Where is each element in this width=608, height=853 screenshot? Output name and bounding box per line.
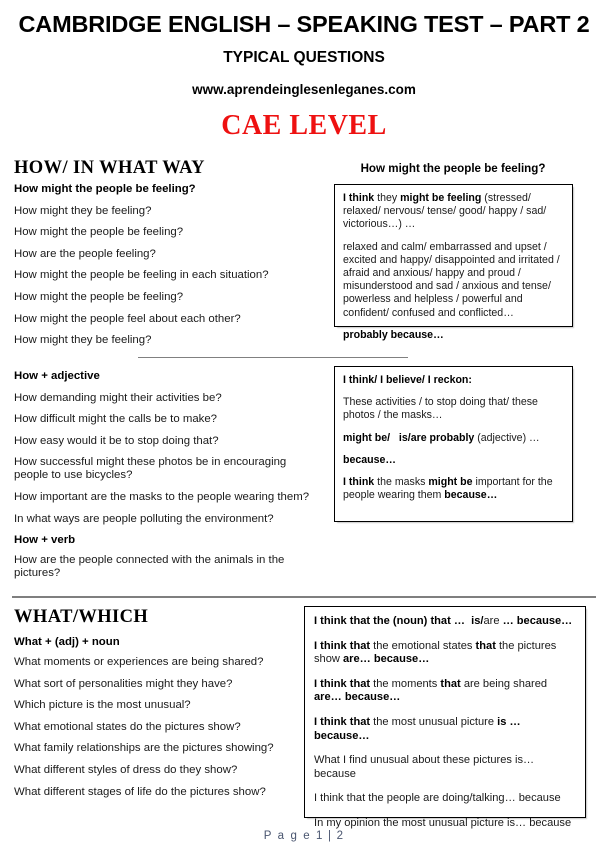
list-item: What moments or experiences are being shared? (14, 656, 264, 668)
list-item: How might the people be feeling? (14, 226, 184, 239)
list-item: What family relationships are the pictures showing? (14, 742, 274, 755)
answer-box-what (304, 606, 586, 829)
subsection-label-what: What + (adj) + noun (14, 636, 120, 648)
question-list-what (14, 636, 314, 807)
list-item: How difficult might the calls be to make? (14, 413, 218, 426)
page-subtitle: TYPICAL QUESTIONS (223, 49, 385, 66)
answer-line: I think that the emotional states that the pictures show are… because… (314, 639, 557, 666)
answer-line: I think that the moments that are being shared are… because… (314, 677, 548, 704)
website-url: www.aprendeinglesenleganes.com (192, 82, 416, 97)
answer-line: I think the masks might be important for the people wearing them because… (343, 476, 553, 502)
list-item: What different styles of dress do they show? (14, 763, 238, 776)
list-item: What different stages of life do the pictures show? (14, 785, 266, 798)
question-list-how (14, 183, 314, 356)
list-item: What emotional states do the pictures show? (14, 720, 241, 733)
answer-line: I think that the (noun) that … is/are … because… (314, 615, 573, 627)
section-title-what: WHAT/WHICH (14, 607, 149, 627)
page-title: CAMBRIDGE ENGLISH – SPEAKING TEST – PART 2 (18, 11, 590, 37)
answer-line: I think that the most unusual picture is … because… (314, 715, 521, 742)
answer-line: In my opinion the most unusual picture is… because (314, 816, 572, 829)
section-title-how: HOW/ IN WHAT WAY (14, 158, 205, 178)
answer-line: I think/ I believe/ I reckon: (343, 374, 472, 386)
footer-label: P a g e (263, 830, 312, 842)
answer-box-label-how: How might the people be feeling? (360, 162, 546, 175)
list-item: How might they be feeling? (14, 334, 152, 347)
divider-short (138, 357, 408, 358)
answer-box-how (334, 184, 573, 341)
list-item: How might the people be feeling in each situation? (14, 269, 269, 282)
list-item: How successful might these photos be in encouraging people to use bicycles? (14, 456, 287, 482)
answer-line: What I find unusual about these pictures is… because (314, 754, 535, 780)
list-item: How might the people feel about each other? (14, 312, 241, 325)
list-item: In what ways are people polluting the environment? (14, 512, 274, 525)
answer-box-how-adjective (334, 366, 573, 522)
question-list-how-adjective (14, 370, 314, 589)
list-item: How might the people be feeling? (14, 290, 184, 303)
list-item: Which picture is the most unusual? (14, 699, 191, 712)
answer-line: These activities / to stop doing that/ these photos / the masks… (343, 396, 538, 422)
answer-line: because… (343, 453, 396, 466)
answer-line: I think they might be feeling (stressed/ relaxed/ nervous/ tense/ good/ happy / sad/ victorious…) … (343, 192, 547, 231)
list-item: How are the people connected with the animals in the pictures? (14, 554, 285, 580)
subsection-label-how-verb: How + verb (14, 534, 76, 547)
answer-line: probably because… (343, 328, 444, 341)
list-item: How demanding might their activities be? (14, 391, 222, 404)
list-item: How important are the masks to the people wearing them? (14, 490, 310, 503)
list-item: What sort of personalities might they have? (14, 677, 233, 690)
answer-line: might be/ is/are probably (adjective) … (343, 431, 540, 444)
list-item: How are the people feeling? (14, 247, 156, 260)
subsection-label-how-adjective: How + adjective (14, 370, 100, 382)
answer-line: relaxed and calm/ embarrassed and upset / excited and happy/ disappointed and irritated / afraid and anxious/ happy and proud / misunderstood and sad / anxious and tense/ powerless and helpless / powerful and confident/ confused and conflicted… (343, 240, 560, 319)
page-footer (0, 830, 608, 842)
footer-page-number: 1 | 2 (316, 830, 345, 842)
list-item: How might the people be feeling? (14, 183, 196, 195)
level-heading: CAE LEVEL (221, 110, 387, 141)
list-item: How easy would it be to stop doing that? (14, 434, 219, 447)
answer-line: I think that the people are doing/talking… because (314, 792, 561, 805)
divider-full (12, 596, 596, 598)
list-item: How might they be feeling? (14, 204, 152, 217)
